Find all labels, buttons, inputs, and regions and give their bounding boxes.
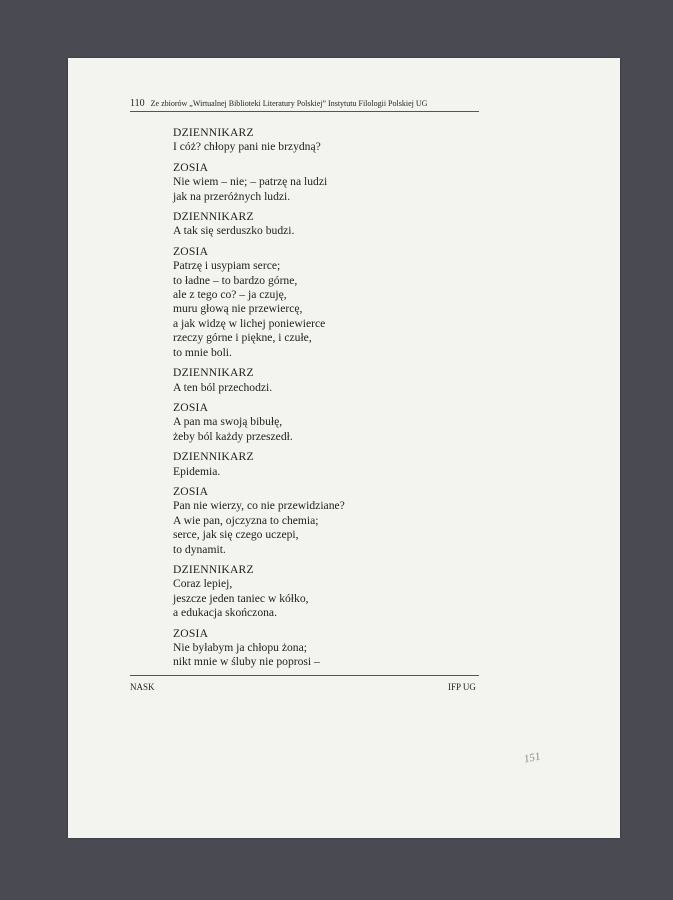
verse-line: nikt mnie w śluby nie poprosi – — [173, 655, 320, 669]
speaker-name: ZOSIA — [173, 400, 209, 414]
document-page — [68, 58, 620, 838]
header-source: Ze zbiorów „Wirtualnej Biblioteki Literatury Polskiej” Instytutu Filologii Polskiej UG — [150, 99, 428, 108]
header-rule — [130, 111, 479, 112]
verse-line: A wie pan, ojczyzna to chemia; — [173, 513, 319, 527]
verse-line: jak na przeróżnych ludzi. — [173, 189, 291, 203]
verse-line: jeszcze jeden taniec w kółko, — [173, 591, 309, 605]
dialogue-block — [173, 245, 473, 360]
dialogue-block — [173, 366, 473, 395]
footer-left: NASK — [130, 682, 155, 692]
verse-line: to ładne – to bardzo górne, — [173, 273, 298, 287]
verse-line: Pan nie wierzy, co nie przewidziane? — [173, 499, 345, 513]
verse-line: A pan ma swoją bibułę, — [173, 415, 283, 429]
speaker-name: DZIENNIKARZ — [173, 126, 254, 139]
speaker-name: DZIENNIKARZ — [173, 366, 254, 380]
dialogue-block — [173, 161, 473, 204]
dialogue-text — [173, 126, 473, 676]
verse-line: rzeczy górne i piękne, i czułe, — [173, 331, 312, 345]
verse-line: Coraz lepiej, — [173, 577, 233, 591]
handwritten-mark: 151 — [522, 750, 542, 766]
verse-line: ale z tego co? – ja czuję, — [173, 288, 287, 302]
verse-line: A tak się serduszko budzi. — [173, 224, 295, 238]
verse-line: Nie wiem – nie; – patrzę na ludzi — [173, 175, 328, 189]
verse-line: Epidemia. — [173, 464, 221, 478]
dialogue-block — [173, 401, 473, 444]
verse-line: a edukacja skończona. — [173, 606, 277, 620]
speaker-name: ZOSIA — [173, 626, 209, 640]
dialogue-block — [173, 210, 473, 239]
speaker-name: ZOSIA — [173, 244, 209, 258]
verse-line: żeby ból każdy przeszedł. — [173, 429, 293, 443]
verse-line: serce, jak się czego uczepi, — [173, 528, 299, 542]
speaker-name: ZOSIA — [173, 484, 209, 498]
speaker-name: DZIENNIKARZ — [173, 450, 254, 464]
verse-line: A ten ból przechodzi. — [173, 380, 273, 394]
footer-right: IFP UG — [448, 682, 476, 692]
verse-line: I cóż? chłopy pani nie brzydną? — [173, 140, 321, 154]
verse-line: Nie byłabym ja chłopu żona; — [173, 641, 307, 654]
running-header — [130, 98, 478, 109]
dialogue-block — [173, 126, 473, 155]
dialogue-block — [173, 563, 473, 621]
dialogue-block — [173, 450, 473, 479]
dialogue-block — [173, 627, 473, 670]
verse-line: muru głową nie przewiercę, — [173, 302, 303, 316]
verse-line: to dynamit. — [173, 542, 226, 556]
verse-line: a jak widzę w lichej poniewierce — [173, 316, 326, 330]
dialogue-block — [173, 485, 473, 557]
speaker-name: DZIENNIKARZ — [173, 210, 254, 224]
verse-line: Patrzę i usypiam serce; — [173, 259, 281, 273]
speaker-name: DZIENNIKARZ — [173, 562, 254, 576]
speaker-name: ZOSIA — [173, 160, 209, 174]
verse-line: to mnie boli. — [173, 345, 232, 359]
footer-rule — [130, 675, 479, 676]
page-number: 110 — [130, 98, 145, 109]
